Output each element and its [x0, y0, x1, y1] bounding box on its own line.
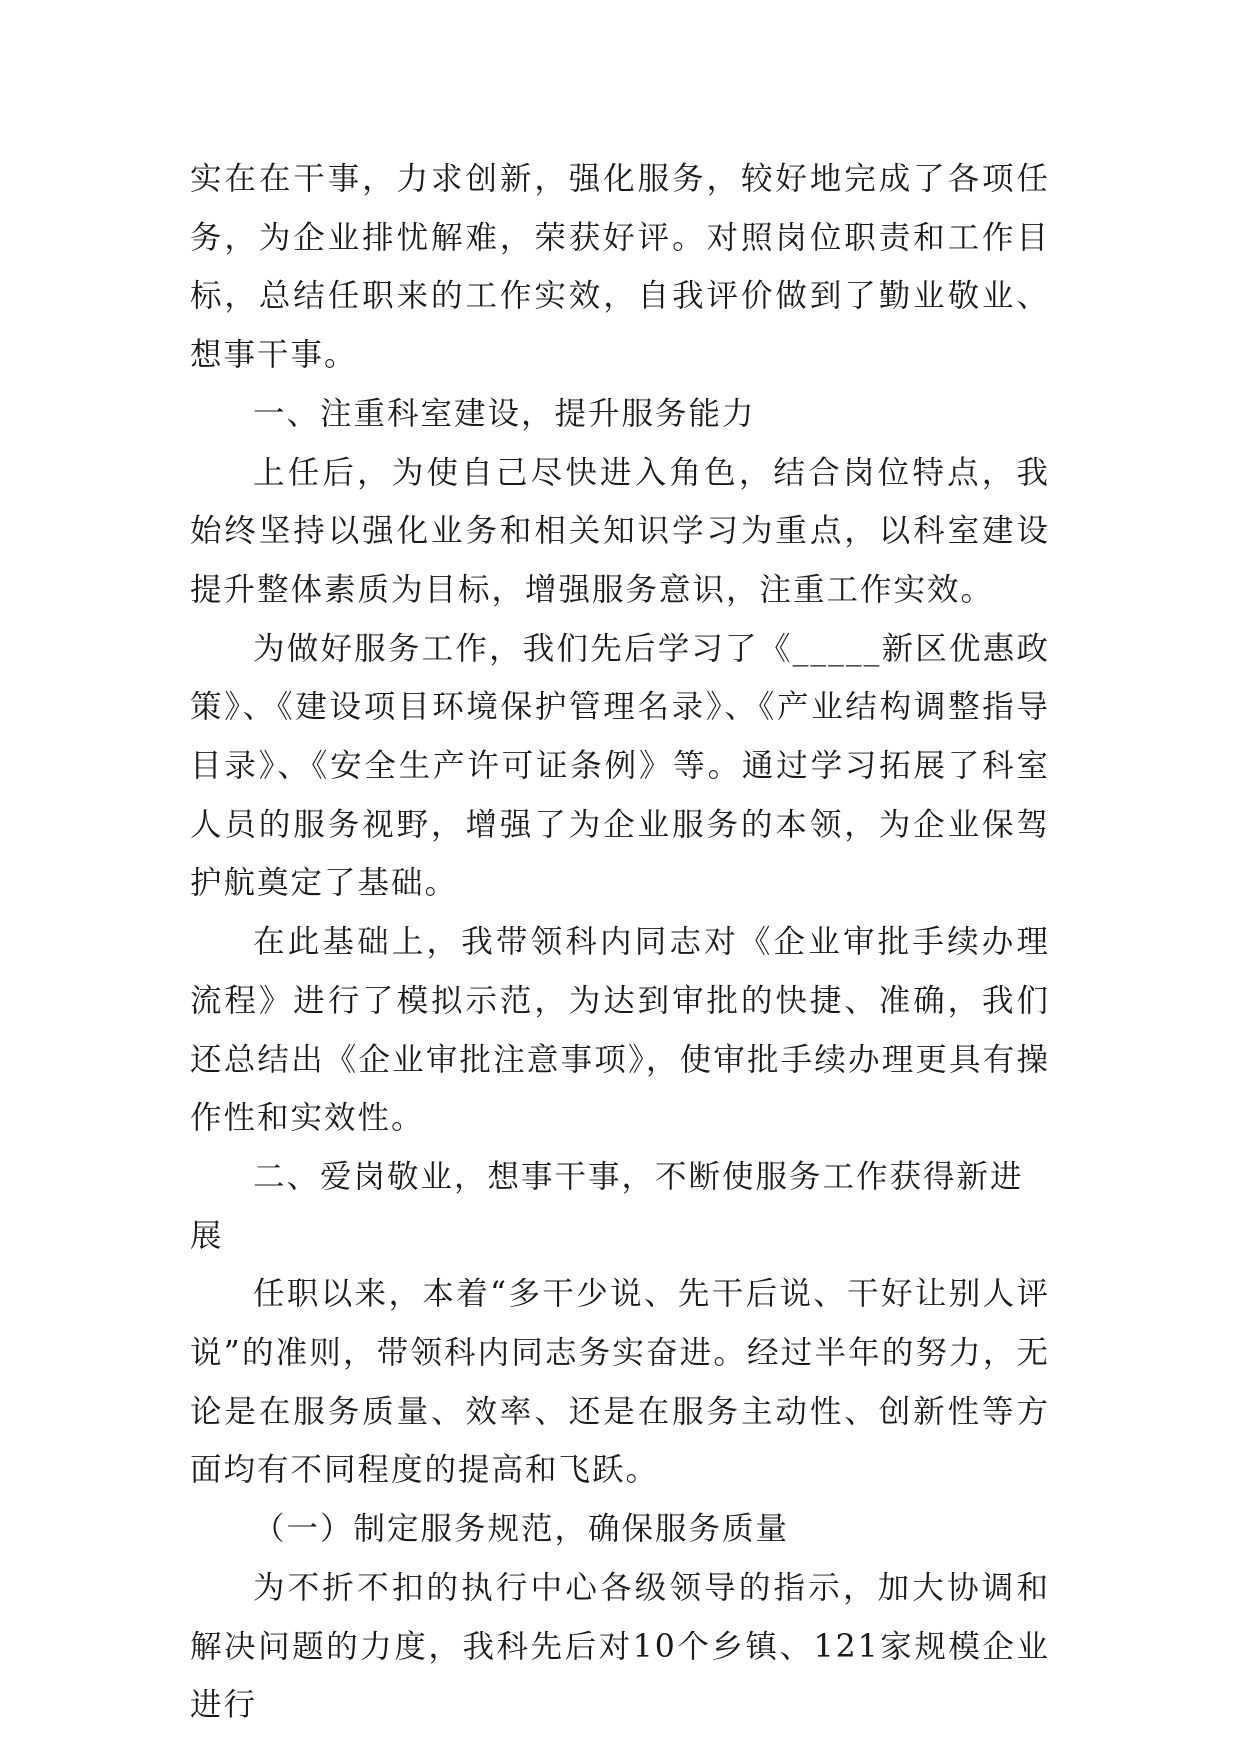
paragraph: 为不折不扣的执行中心各级领导的指示，加大协调和解决问题的力度，我科先后对10个乡镇、121家规模企业进行: [190, 1569, 1050, 1724]
paragraph-intro-continued: 实在在干事，力求创新，强化服务，较好地完成了各项任务，为企业排忧解难，荣获好评。对照岗位职责和工作目标，总结任职来的工作实效，自我评价做到了勤业敬业、想事干事。: [190, 161, 1050, 374]
paragraph: 在此基础上，我带领科内同志对《企业审批手续办理流程》进行了模拟示范，为达到审批的快捷、准确，我们还总结出《企业审批注意事项》，使审批手续办理更具有操作性和实效性。: [190, 924, 1050, 1137]
section-heading-1: 一、注重科室建设，提升服务能力: [253, 395, 756, 432]
paragraph: 任职以来，本着“多干少说、先干后说、干好让别人评说”的准则，带领科内同志务实奋进。经过半年的努力，无论是在服务质量、效率、还是在服务主动性、创新性等方面均有不同程度的提高和飞跃。: [190, 1276, 1050, 1489]
paragraph: 为做好服务工作，我们先后学习了《_____新区优惠政策》、《建设项目环境保护管理名录》、《产业结构调整指导目录》、《安全生产许可证条例》等。通过学习拓展了科室人员的服务视野，增强了为企业服务的本领，为企业保驾护航奠定了基础。: [190, 630, 1050, 902]
document-page: [190, 150, 1050, 1735]
subsection-heading-1: （一）制定服务规范，确保服务质量: [253, 1511, 790, 1548]
section-heading-2: 二、爱岗敬业，想事干事，不断使服务工作获得新进展: [190, 1158, 1024, 1254]
paragraph: 上任后，为使自己尽快进入角色，结合岗位特点，我始终坚持以强化业务和相关知识学习为重点，以科室建设提升整体素质为目标，增强服务意识，注重工作实效。: [190, 454, 1050, 608]
